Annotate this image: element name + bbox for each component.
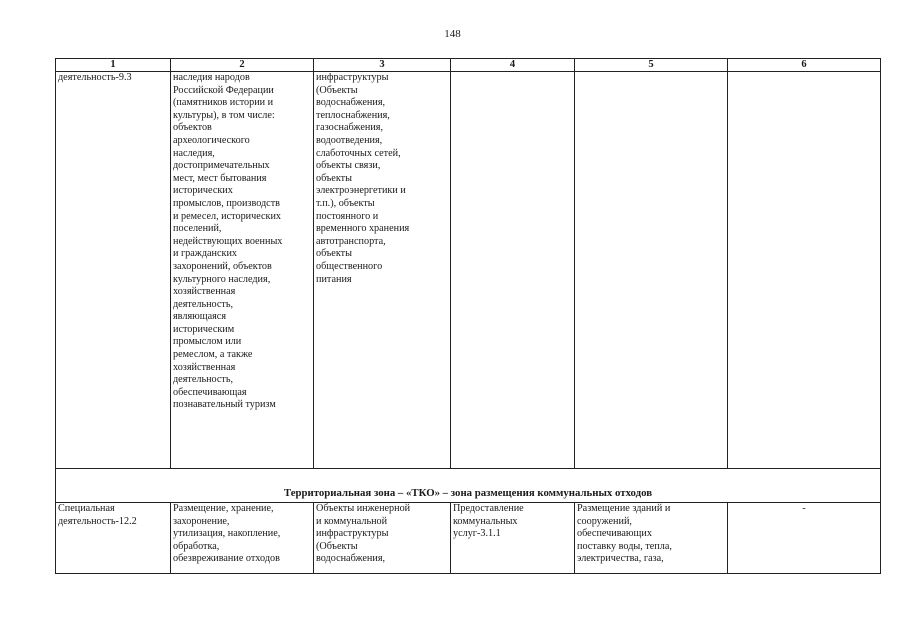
cell-main-use-description: Размещение, хранение, захоронение, утилизация, накопление, обработка, обезвреживание отходов (171, 503, 314, 574)
cell-conditional-use: Предоставление коммунальных услуг-3.1.1 (451, 503, 575, 574)
header-cell-4: 4 (451, 59, 575, 72)
header-cell-6: 6 (728, 59, 881, 72)
cell-auxiliary-objects: инфраструктуры (Объекты водоснабжения, теплоснабжения, газоснабжения, водоотведения, слаботочных сетей, объекты связи, объекты электроэнергетики и т.п.), объекты постоянного и временного хранения автотранспорта, объекты общественного питания (314, 72, 451, 469)
cell-auxiliary-objects: Объекты инженерной и коммунальной инфраструктуры (Объекты водоснабжения, (314, 503, 451, 574)
zoning-table (55, 58, 881, 574)
table-row (56, 72, 881, 469)
cell-conditional-use (451, 72, 575, 469)
cell-activity-code: Специальная деятельность-12.2 (56, 503, 171, 574)
zone-title-row (56, 469, 881, 503)
page-number: 148 (444, 28, 461, 40)
cell-parameters: - (728, 503, 881, 574)
header-cell-3: 3 (314, 59, 451, 72)
zone-title: Территориальная зона – «ТКО» – зона размещения коммунальных отходов (56, 469, 881, 503)
cell-main-use-description: наследия народов Российской Федерации (памятников истории и культуры), в том числе: объектов археологического наследия, достопримечательных мест, мест бытования исторических промыслов, производств и ремесел, исторических поселений, недействующих военных и гражданских захоронений, объектов культурного наследия, хозяйственная деятельность, являющаяся историческим промыслом или ремеслом, а также хозяйственная деятельность, обеспечивающая познавательный туризм (171, 72, 314, 469)
header-cell-1: 1 (56, 59, 171, 72)
cell-activity-code: деятельность-9.3 (56, 72, 171, 469)
cell-conditional-description: Размещение зданий и сооружений, обеспечивающих поставку воды, тепла, электричества, газа, (575, 503, 728, 574)
header-cell-2: 2 (171, 59, 314, 72)
cell-conditional-description (575, 72, 728, 469)
header-row (56, 59, 881, 72)
cell-parameters (728, 72, 881, 469)
table-row (56, 503, 881, 574)
header-cell-5: 5 (575, 59, 728, 72)
